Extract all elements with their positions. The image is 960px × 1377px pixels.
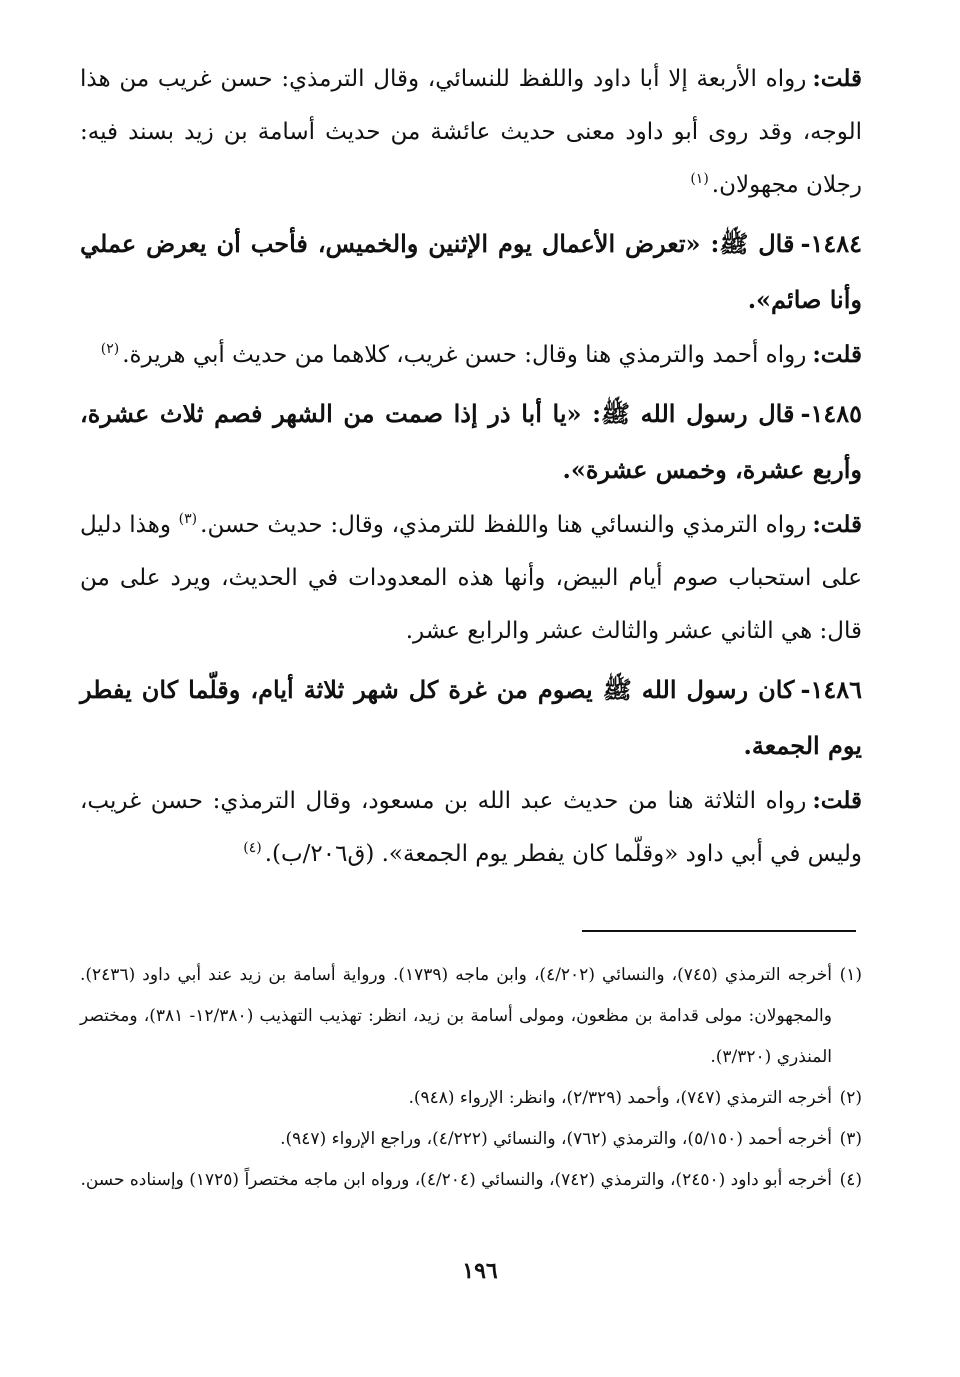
footnotes — [80, 955, 862, 1201]
commentary-text: رواه الثلاثة هنا من حديث عبد الله بن مسعود، وقال الترمذي: حسن غريب، وليس في أبي داود «وقلّما كان يفطر يوم الجمعة». (ق٢٠٦/ب). — [80, 788, 862, 867]
footnote-ref: (٢) — [100, 341, 120, 358]
commentary-paragraph — [80, 52, 862, 212]
footnote-ref: (١) — [690, 171, 709, 188]
footnote-separator — [582, 930, 856, 932]
footnote — [80, 1078, 862, 1119]
footnote-ref: (٤) — [243, 840, 262, 857]
hadith-text: كان رسول الله ﷺ يصوم من غرة كل شهر ثلاثة أيام، وقلّما كان يفطر يوم الجمعة. — [80, 675, 862, 760]
hadith-paragraph — [80, 216, 862, 328]
hadith-text: قال ﷺ: «تعرض الأعمال يوم الإثنين والخميس، فأحب أن يعرض عملي وأنا صائم». — [80, 229, 862, 314]
commentary-paragraph — [80, 774, 862, 881]
qult-label: قلت: — [812, 65, 862, 92]
page-number: ١٩٦ — [462, 1258, 498, 1284]
qult-label: قلت: — [812, 341, 862, 368]
qult-label: قلت: — [812, 511, 862, 538]
footnote-text: أخرجه أبو داود (٢٤٥٠)، والترمذي (٧٤٢)، والنسائي (٤/٢٠٤)، ورواه ابن ماجه مختصراً (١٧٢٥) وإسناده حسن. — [80, 1170, 832, 1190]
commentary-text: رواه الترمذي والنسائي هنا واللفظ للترمذي، وقال: حديث حسن. — [200, 512, 807, 538]
commentary-text: رواه الأربعة إلا أبا داود واللفظ للنسائي، وقال الترمذي: حسن غريب من هذا الوجه، وقد روى أبو داود معنى حديث عائشة من حديث أسامة بن زيد بسند فيه: رجلان مجهولان. — [80, 66, 862, 198]
hadith-number: ١٤٨٥- — [800, 399, 862, 428]
qult-label: قلت: — [812, 787, 862, 814]
footnote-number: (٤) — [839, 1170, 862, 1190]
footnote-number: (٢) — [839, 1088, 862, 1108]
footnote — [80, 1160, 862, 1201]
hadith-number: ١٤٨٤- — [800, 229, 862, 258]
footnote-ref: (٣) — [178, 511, 198, 528]
footnote-text: أخرجه أحمد (٥/١٥٠)، والترمذي (٧٦٢)، والنسائي (٤/٢٢٢)، وراجع الإرواء (٩٤٧). — [280, 1129, 832, 1149]
commentary-text: رواه أحمد والترمذي هنا وقال: حسن غريب، كلاهما من حديث أبي هريرة. — [122, 342, 807, 368]
footnote-number: (٣) — [839, 1129, 862, 1149]
footnote — [80, 1119, 862, 1160]
commentary-paragraph — [80, 498, 862, 658]
hadith-number: ١٤٨٦- — [800, 675, 862, 704]
hadith-paragraph — [80, 662, 862, 774]
commentary-paragraph — [80, 328, 862, 382]
commentary-text-continued: وهذا دليل على استحباب صوم أيام البيض، وأنها هذه المعدودات في الحديث، ويرد على من قال: هي الثاني عشر والثالث عشر والرابع عشر. — [80, 512, 862, 644]
footnote-number: (١) — [839, 965, 862, 985]
hadith-text: قال رسول الله ﷺ: «يا أبا ذر إذا صمت من الشهر فصم ثلاث عشرة، وأربع عشرة، وخمس عشرة». — [80, 399, 862, 484]
footnote-text: أخرجه الترمذي (٧٤٧)، وأحمد (٢/٣٢٩)، وانظر: الإرواء (٩٤٨). — [408, 1088, 832, 1108]
footnote-text: أخرجه الترمذي (٧٤٥)، والنسائي (٤/٢٠٢)، وابن ماجه (١٧٣٩). ورواية أسامة بن زيد عند أبي داود (٢٤٣٦). والمجهولان: مولى قدامة بن مظعون، ومولى أسامة بن زيد، انظر: تهذيب التهذيب (١٢/٣٨٠- ٣٨١)، ومختصر المنذري (٣/٣٢٠). — [80, 965, 832, 1067]
hadith-paragraph — [80, 386, 862, 498]
footnote — [80, 955, 862, 1078]
main-text — [80, 52, 862, 885]
